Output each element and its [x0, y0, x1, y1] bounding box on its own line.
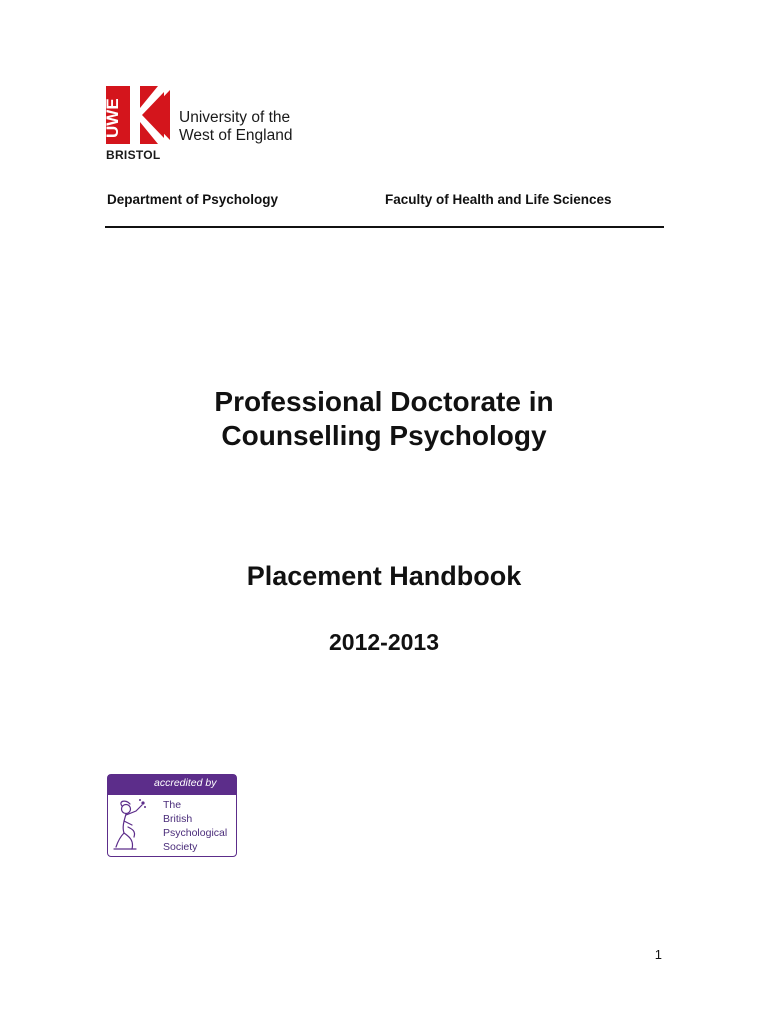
document-title-line2: Counselling Psychology: [221, 420, 547, 451]
bps-name-line1: The: [163, 799, 182, 811]
bps-accreditation-badge: [107, 774, 237, 857]
document-title: [0, 385, 768, 453]
bps-psyche-icon: [112, 797, 148, 855]
university-name: [179, 109, 329, 145]
bps-name-line4: Society: [163, 841, 198, 853]
faculty-label: Faculty of Health and Life Sciences: [385, 192, 612, 207]
page-number: 1: [654, 947, 662, 962]
document-title-line1: Professional Doctorate in: [214, 386, 554, 417]
logo-bristol: BRISTOL: [106, 148, 161, 162]
bps-name-line3: Psychological: [163, 827, 228, 839]
header-divider: [105, 226, 664, 228]
department-label: Department of Psychology: [107, 192, 279, 207]
uwe-logo: [103, 86, 316, 162]
bps-accredited-label: accredited by: [154, 777, 217, 789]
uwe-mark-icon: [103, 86, 170, 144]
uwe-mark-text: UWE: [103, 98, 122, 138]
bps-name: [163, 798, 237, 854]
university-name-line1: University of the: [179, 109, 291, 126]
document-subtitle: Placement Handbook: [246, 561, 522, 591]
bps-name-line2: British: [163, 813, 193, 825]
university-name-line2: West of England: [179, 127, 293, 144]
academic-year: 2012-2013: [329, 629, 439, 655]
